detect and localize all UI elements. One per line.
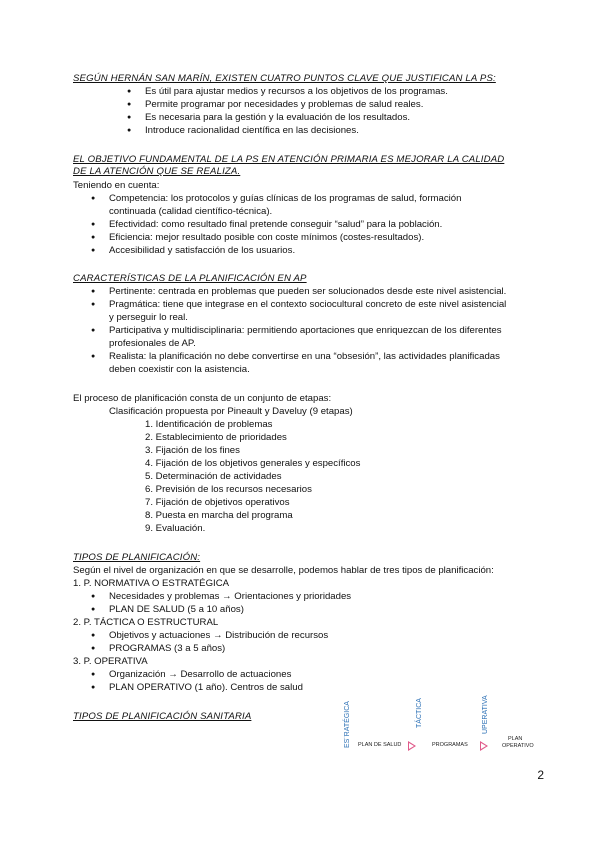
list-item: ● Efectividad: como resultado final pretende conseguir “salud” para la población. (109, 219, 442, 231)
process-intro: El proceso de planificación consta de un conjunto de etapas: (73, 393, 332, 404)
list-item: ● Eficiencia: mejor resultado posible con coste mínimos (costes-resultados). (109, 232, 424, 244)
planning-diagram (338, 690, 538, 760)
list-item: ● Es útil para ajustar medios y recursos a los objetivos de los programas. (145, 86, 448, 98)
list-item: ● Realista: la planificación no debe convertirse en una “obsesión”, las actividades planificadas (109, 351, 500, 363)
list-item: ● PROGRAMAS (3 a 5 años) (109, 643, 225, 655)
diagram-step-programs: PROGRAMAS (432, 742, 468, 748)
list-item: ● Es necesaria para la gestión y la evaluación de los resultados. (145, 112, 410, 124)
intro-text: Teniendo en cuenta: (73, 180, 160, 191)
list-item: ● Organización → Desarrollo de actuaciones (109, 669, 291, 681)
diagram-label-strategic: ES¨RATÉGICA (344, 701, 351, 748)
planning-type-title: 1. P. NORMATIVA O ESTRATÉGICA (73, 578, 230, 589)
section-heading-sanitary-planning: TIPOS DE PLANIFICACIÓN SANITARIA (73, 711, 252, 722)
section-heading-characteristics: CARACTERÍSTICAS DE LA PLANIFICACIÓN EN AP (73, 273, 307, 284)
list-item-continuation: profesionales de AP. (109, 338, 196, 349)
section-heading-objective-line2: DE LA ATENCIÓN QUE SE REALIZA. (73, 166, 241, 177)
diagram-label-tactical: TÁCTICA (416, 698, 423, 728)
list-item: ● Accesibilidad y satisfacción de los usuarios. (109, 245, 295, 257)
list-item-continuation: continuada (calidad científico-técnica). (109, 206, 273, 217)
section-heading-ps-key-points: SEGÚN HERNÁN SAN MARÍN, EXISTEN CUATRO PUNTOS CLAVE QUE JUSTIFICAN LA PS: (73, 73, 496, 84)
step-item: 7. Fijación de objetivos operativos (145, 497, 290, 508)
arrow-right-icon (408, 741, 416, 751)
diagram-step-plan: PLAN (508, 736, 523, 742)
planning-types-intro: Según el nivel de organización en que se desarrolle, podemos hablar de tres tipos de planificación: (73, 565, 494, 576)
classification-subtitle: Clasificación propuesta por Pineault y Daveluy (9 etapas) (109, 406, 353, 417)
arrow-right-icon (480, 741, 488, 751)
planning-type-title: 3. P. OPERATIVA (73, 656, 148, 667)
step-item: 9. Evaluación. (145, 523, 206, 534)
list-item: ● Pragmática: tiene que integrase en el contexto sociocultural concreto de este nivel asistencial (109, 299, 506, 311)
list-item: ● PLAN DE SALUD (5 a 10 años) (109, 604, 244, 616)
list-item-continuation: deben coexistir con la asistencia. (109, 364, 250, 375)
step-item: 2. Establecimiento de prioridades (145, 432, 287, 443)
list-item: ● Pertinente: centrada en problemas que pueden ser solucionados desde este nivel asistencial. (109, 286, 506, 298)
section-heading-planning-types: TIPOS DE PLANIFICACIÓN: (73, 552, 201, 563)
list-item: ● Permite programar por necesidades y problemas de salud reales. (145, 99, 423, 111)
step-item: 4. Fijación de los objetivos generales y específicos (145, 458, 361, 469)
page-number: 2 (537, 768, 544, 782)
list-item: ● Competencia: los protocolos y guías clínicas de los programas de salud, formación (109, 193, 461, 205)
step-item: 1. Identificación de problemas (145, 419, 273, 430)
step-item: 8. Puesta en marcha del programa (145, 510, 293, 521)
diagram-label-operative: UPERATIVA (482, 695, 489, 734)
step-item: 5. Determinación de actividades (145, 471, 282, 482)
section-heading-objective-line1: EL OBJETIVO FUNDAMENTAL DE LA PS EN ATENCIÓN PRIMARIA ES MEJORAR LA CALIDAD (73, 154, 505, 165)
list-item: ● Participativa y multidisciplinaria: permitiendo aportaciones que enriquezcan de los diferentes (109, 325, 502, 337)
list-item: ● PLAN OPERATIVO (1 año). Centros de salud (109, 682, 303, 694)
step-item: 6. Previsión de los recursos necesarios (145, 484, 312, 495)
list-item: ● Introduce racionalidad científica en las decisiones. (145, 125, 359, 137)
diagram-step-operative: OPERATIVO (502, 743, 534, 749)
step-item: 3. Fijación de los fines (145, 445, 240, 456)
list-item: ● Necesidades y problemas → Orientaciones y prioridades (109, 591, 351, 603)
list-item: ● Objetivos y actuaciones → Distribución de recursos (109, 630, 328, 642)
diagram-step-health-plan: PLAN DE SALUD (358, 742, 402, 748)
list-item-continuation: y perseguir lo real. (109, 312, 188, 323)
planning-type-title: 2. P. TÁCTICA O ESTRUCTURAL (73, 617, 219, 628)
